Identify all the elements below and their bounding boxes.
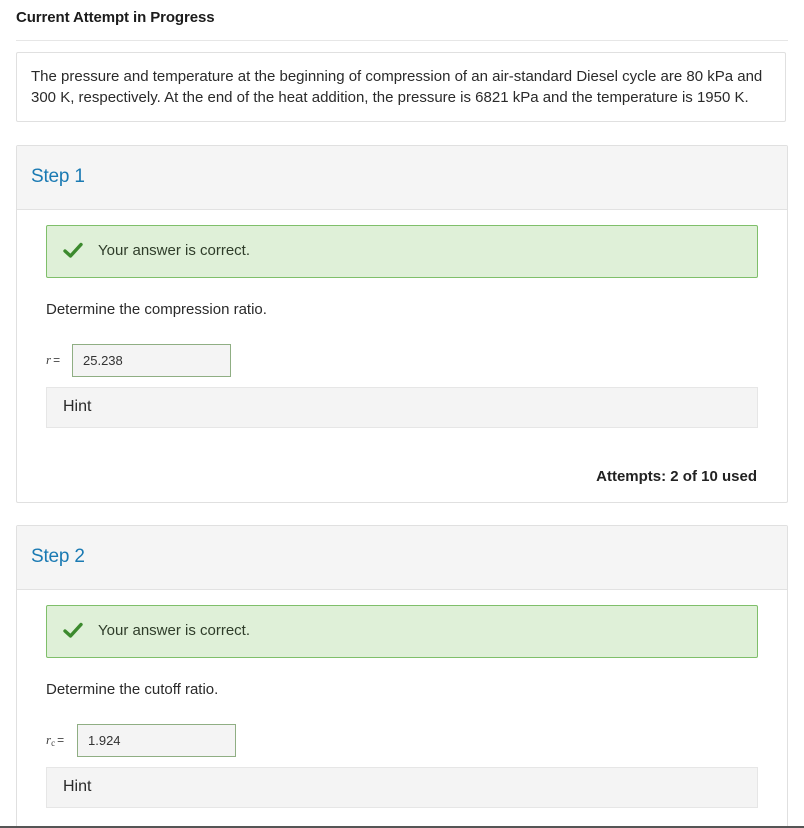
step-1-card	[16, 145, 788, 503]
step-2-equals: =	[57, 733, 65, 747]
step-1-title[interactable]: Step 1	[31, 166, 85, 187]
step-2-feedback-text: Your answer is correct.	[98, 622, 251, 639]
step-1-question: Determine the compression ratio.	[46, 301, 267, 318]
step-2-answer-input[interactable]: 1.924	[77, 724, 236, 757]
step-1-hint[interactable]: Hint	[46, 387, 758, 428]
step-1-equals: =	[53, 353, 61, 367]
step-1-attempts: Attempts: 2 of 10 used	[596, 468, 757, 485]
step-1-variable-label	[46, 352, 60, 368]
step-2-variable-label	[46, 732, 64, 748]
problem-statement: The pressure and temperature at the beginning of compression of an air-standard Diesel cycle are 80 kPa and 300 K, respectively. At the end of the heat addition, the pressure is 6821 kPa and the temperature is 1950 K.	[16, 52, 786, 122]
step-1-header[interactable]	[17, 146, 787, 210]
page-title: Current Attempt in Progress	[16, 9, 215, 26]
step-2-header[interactable]	[17, 526, 787, 590]
step-2-hint[interactable]: Hint	[46, 767, 758, 808]
step-2-variable-subscript: c	[51, 738, 56, 748]
step-2-question: Determine the cutoff ratio.	[46, 681, 219, 698]
title-divider	[16, 40, 788, 41]
step-2-card	[16, 525, 788, 828]
step-2-correct-feedback	[46, 605, 758, 658]
step-2-title[interactable]: Step 2	[31, 546, 85, 567]
step-1-answer-input[interactable]: 25.238	[72, 344, 231, 377]
step-1-correct-feedback	[46, 225, 758, 278]
check-icon	[63, 622, 83, 639]
step-1-variable: r	[46, 352, 52, 367]
step-2-variable: r	[46, 732, 52, 747]
check-icon	[63, 242, 83, 259]
step-1-feedback-text: Your answer is correct.	[98, 242, 251, 259]
